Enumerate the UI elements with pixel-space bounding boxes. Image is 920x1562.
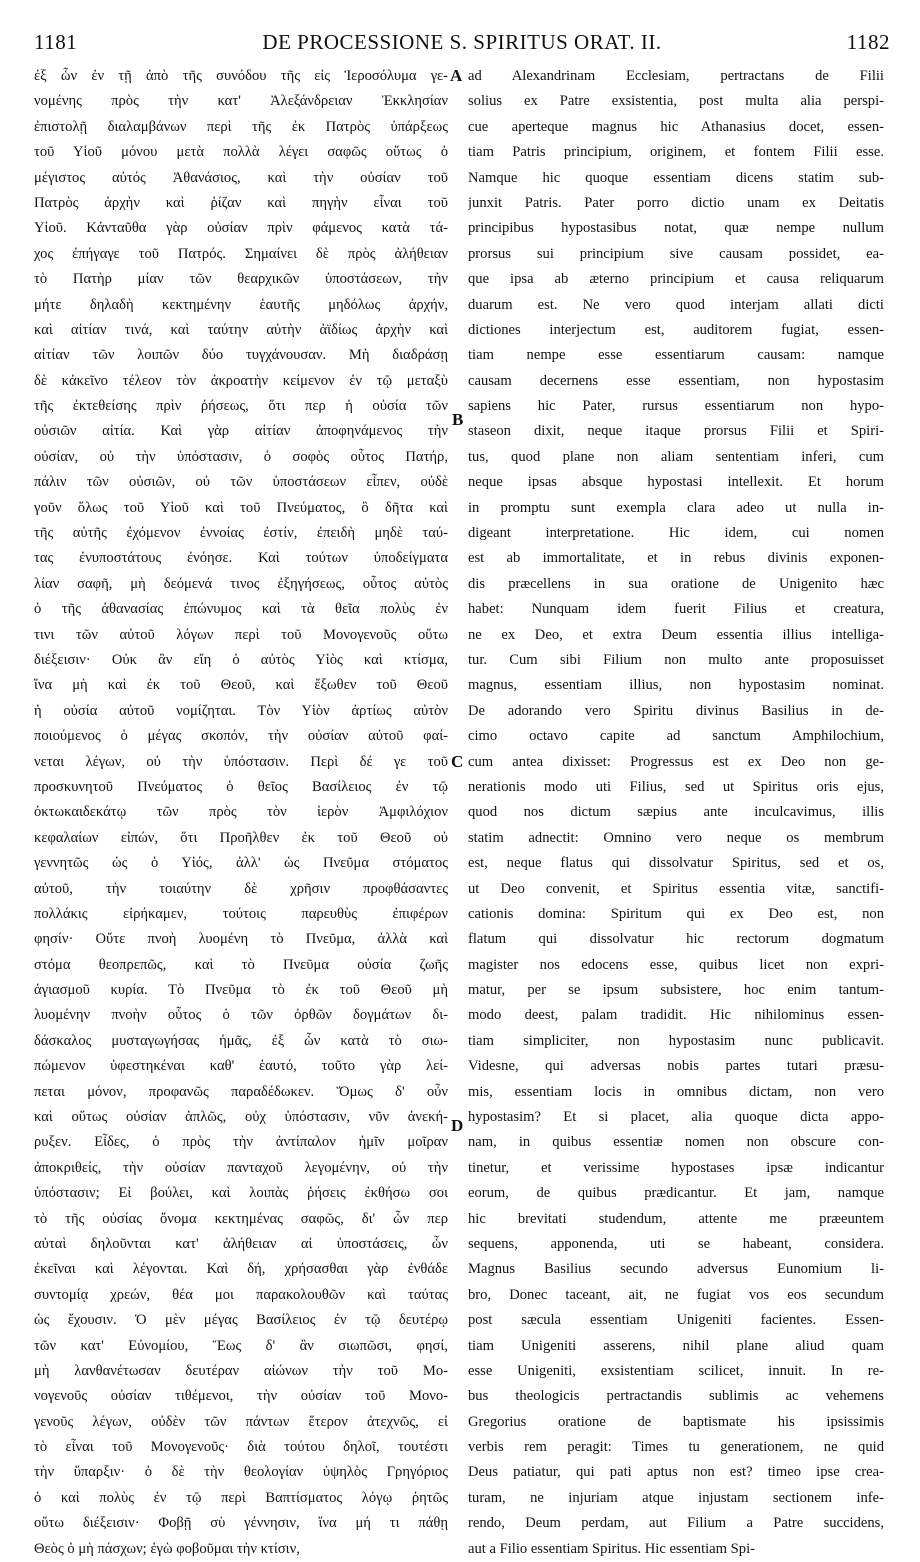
latin-text-line: tiam simpliciter, non hypostasim nunc publicavit. xyxy=(468,1032,884,1049)
greek-text-line: αὐταὶ δηλοῦνται κατ' ἀλήθειαν αἱ ὑποστάσεις, ὧν xyxy=(34,1235,448,1252)
greek-text-line: συντομίᾳ χρεών, θέα μοι παρακολουθῶν καὶ ταύτας xyxy=(34,1286,448,1303)
greek-text-line: ἁγιασμοῦ κυρία. Τὸ Πνεῦμα τὸ ἐκ τοῦ Θεοῦ μὴ xyxy=(34,982,448,999)
latin-text-line: modo deest, palam tradidit. Hic nihilominus essen- xyxy=(468,1007,884,1024)
greek-text-line: καὶ αἰτίαν τινά, καὶ ταύτην αὐτὴν ἀϊδίως ἀρχὴν καὶ xyxy=(34,321,448,338)
latin-text-line: Deus patiatur, qui pati aptus non est? timeo ipse crea- xyxy=(468,1464,884,1481)
greek-text-line: ρυξεν. Εἶδες, ὁ πρὸς τὴν ἀντίπαλον ἡμῖν μοῖραν xyxy=(34,1134,448,1151)
greek-text-line: λυομένην πνοὴν οὗτος ὁ τῶν ὀρθῶν δογμάτων δι- xyxy=(34,1007,448,1024)
latin-text-line: hypostasim? Et si placet, alia quoque dicta appo- xyxy=(468,1109,884,1126)
greek-text-line: ἐκεῖναι καὶ λέγονται. Καὶ δή, χρήσασθαι γὰρ ἐνθάδε xyxy=(34,1261,448,1278)
greek-text-line: τῆς ἐκτεθείσης πρὶν ῥήσεως, ὅτι περ ἡ οὐσία τῶν xyxy=(34,398,448,415)
greek-text-line: δάσκαλος μυσταγωγήσας ἡμᾶς, ἐξ ὧν κατὰ τὸ σιω- xyxy=(34,1032,448,1049)
latin-text-line: esse Unigeniti, exsistentiam scilicet, innuit. In re- xyxy=(468,1362,884,1379)
latin-text-line: tiam Patris principium, originem, et fontem Filii esse. xyxy=(468,144,884,161)
latin-text-line: principibus hypostasibus notat, quæ nempe nullum xyxy=(468,220,884,237)
greek-text-line: ὁ καὶ πολὺς ἐν τῷ περὶ Βαπτίσματος λόγῳ ῥητῶς xyxy=(34,1489,448,1506)
latin-column xyxy=(468,64,884,1562)
greek-text-line: ὁ τῆς ἀθανασίας ἐπώνυμος καὶ τὰ θεῖα πολὺς ἐν xyxy=(34,601,448,618)
latin-text-line: Namque hic quoque essentiam dicens statim sub- xyxy=(468,169,884,186)
greek-text-line: ἵνα μὴ καὶ ἐκ τοῦ Θεοῦ, καὶ ἔξωθεν τοῦ Θεοῦ xyxy=(34,677,448,694)
greek-text-line: γενοῦς λέγων, οὐδὲν τῶν πάντων ἕτερον ἀτεχνῶς, εἰ xyxy=(34,1413,448,1430)
greek-text-line: ἐπιστολῇ διαλαμβάνων περὶ τῆς ἐκ Πατρὸς ὑπάρξεως xyxy=(34,118,448,135)
section-marker-a: A xyxy=(450,66,463,85)
latin-text-line: magnus, essentiam illius, non hypostasim nominat. xyxy=(468,677,884,694)
latin-text-line: nam, in quibus essentiæ nomen non obscure con- xyxy=(468,1134,884,1151)
greek-text-line: τας ἐνυποστάτους ἐνόησε. Καὶ τούτων ὑποδείγματα xyxy=(34,550,448,567)
latin-text-line: solius ex Patre exsistentia, post multa alia perspi- xyxy=(468,93,884,110)
greek-text-line: πεται μόνον, προφανῶς παραδέδωκεν. Ὅμως δ' οὖν xyxy=(34,1083,448,1100)
latin-text-line: tus, quod plane non aliam sententiam inferi, cum xyxy=(468,448,884,465)
latin-text-line: tinetur, et verissime hypostases ipsæ indicantur xyxy=(468,1159,884,1176)
running-header xyxy=(34,30,890,60)
greek-text-line: οὐσίαν, οὐ τὴν ὑπόστασιν, ὁ σοφὸς οὗτος Πατήρ, xyxy=(34,448,448,465)
latin-text-line: habet: Nunquam idem fuerit Filius et creatura, xyxy=(468,601,884,618)
latin-text-line: tiam nempe esse essentiarum causam: namque xyxy=(468,347,884,364)
greek-text-line: οὐσιῶν αἰτία. Καὶ γὰρ αἰτίαν ἀποφηνάμενος τὴν xyxy=(34,423,448,440)
greek-text-line: τῶν κατ' Εὐνομίου, Ἕως δ' ἂν σιωπῶσι, φησί, xyxy=(34,1337,448,1354)
latin-text-line: matur, per se ipsum subsistere, hoc enim tantum- xyxy=(468,982,884,999)
latin-text-line: tiam Unigeniti asserens, nihil plane aliud quam xyxy=(468,1337,884,1354)
running-title: DE PROCESSIONE S. SPIRITUS ORAT. II. xyxy=(262,30,662,54)
greek-text-line: Υἱοῦ. Κἀνταῦθα γὰρ οὐσίαν πρὶν φάμενος κατὰ τά- xyxy=(34,220,448,237)
latin-text-line: rendo, Deum perdam, aut Filium a Patre succidens, xyxy=(468,1515,884,1532)
latin-text-line: cationis domina: Spiritum qui ex Deo est, non xyxy=(468,905,884,922)
latin-text-line: nerationis modo uti Filius, sed ut Spiritus oris ejus, xyxy=(468,778,884,795)
latin-text-line: verbis rem peragit: Times tu generationem, ne quid xyxy=(468,1439,884,1456)
latin-text-line: flatum qui dissolvatur hic rectorum dogmatum xyxy=(468,931,884,948)
greek-text-line: διέξεισιν· Οὐκ ἂν εἴη ὁ αὐτὸς Υἱὸς καὶ κτίσμα, xyxy=(34,651,448,668)
greek-text-line: τὸ εἶναι τοῦ Μονογενοῦς· διὰ τούτου δηλοῖ, τουτέστι xyxy=(34,1439,448,1456)
latin-text-line: aut a Filio essentiam Spiritus. Hic essentiam Spi- xyxy=(468,1540,755,1557)
greek-text-line: πολλάκις εἰρήκαμεν, τούτοις παρευθὺς ἐπιφέρων xyxy=(34,905,448,922)
latin-text-line: ut Deo convenit, et Spiritus essentia vitæ, sanctifi- xyxy=(468,880,884,897)
latin-text-line: neque ipsas absque hypostasi intellexit. Et horum xyxy=(468,474,884,491)
latin-text-line: Gregorius oratione de baptismate his ipsissimis xyxy=(468,1413,884,1430)
greek-text-line: ἀποκριθείς, τὴν οὐσίαν πανταχοῦ λεγομένην, οὐ τὴν xyxy=(34,1159,448,1176)
latin-text-line: causam decernens esse essentiam, non hypostasim xyxy=(468,372,884,389)
latin-text-line: Videsne, qui adversas nobis partes tutari præsu- xyxy=(468,1058,884,1075)
latin-text-line: duarum est. Ne vero quod interjam allati dicti xyxy=(468,296,884,313)
greek-text-line: κεφαλαίων εἰπών, ὅτι Προῆλθεν ἐκ τοῦ Θεοῦ οὐ xyxy=(34,829,448,846)
greek-text-line: τὴν ὕπαρξιν· ὁ δὲ τὴν θεολογίαν ὑψηλὸς Γρηγόριος xyxy=(34,1464,448,1481)
latin-text-line: bus theologicis pertractandis sublimis ac vehemens xyxy=(468,1388,884,1405)
latin-text-line: hic brevitati studendum, attente me præeuntem xyxy=(468,1210,884,1227)
greek-text-line: μήτε δηλαδὴ κεκτημένην ἑαυτῆς μηδόλως ἀρχήν, xyxy=(34,296,448,313)
section-marker-c: C xyxy=(451,752,464,771)
latin-text-line: Magnus Basilius secundo adversus Eunomium li- xyxy=(468,1261,884,1278)
greek-text-line: ἡ οὐσία αὐτοῦ νομίζηται. Τὸν Υἱὸν ἀρτίως αὐτὸν xyxy=(34,702,448,719)
greek-text-line: Θεὸς ὁ μὴ πάσχων; ἐγὼ φοβοῦμαι τὴν κτίσιν, xyxy=(34,1540,300,1557)
latin-text-line: cimo octavo capite ad sanctum Amphilochium, xyxy=(468,728,884,745)
latin-text-line: cue aperteque magnus hic Athanasius docet, essen- xyxy=(468,118,884,135)
greek-text-line: φησίν· Οὔτε πνοὴ λυομένη τὸ Πνεῦμα, ἀλλὰ καὶ xyxy=(34,931,448,948)
greek-text-line: ἐξ ὧν ἐν τῇ ἀπὸ τῆς συνόδου τῆς εἰς Ἱεροσόλυμα γε- xyxy=(34,68,448,84)
greek-text-line: τὸ Πατὴρ μίαν τῶν θεαρχικῶν ὑποστάσεων, τὴν xyxy=(34,271,448,288)
greek-text-line: λίαν σαφῆ, μὴ δεόμενά τινος ἐξηγήσεως, οὗτος αὐτὸς xyxy=(34,575,448,592)
greek-text-line: μὴ λανθανέτωσαν δευτέραν αἰώνων τὴν τοῦ Μο- xyxy=(34,1362,448,1379)
latin-text-line: prorsus sui principium sive causam possidet, ea- xyxy=(468,245,884,262)
greek-text-line: ὡς ἔχουσιν. Ὁ μὲν μέγας Βασίλειος ἐν τῷ δευτέρῳ xyxy=(34,1312,448,1329)
greek-text-line: ποιούμενος ὁ μέγας σκοπόν, τὴν οὐσίαν αὐτοῦ φαί- xyxy=(34,728,448,745)
greek-text-line: τὸ τῆς οὐσίας ὄνομα κεκτημένας σαφῶς, δι' ὧν περ xyxy=(34,1210,448,1227)
section-marker-d: D xyxy=(451,1116,464,1135)
latin-text-line: ad Alexandrinam Ecclesiam, pertractans de Filii xyxy=(468,68,884,84)
latin-text-line: De adorando vero Spiritu divinus Basilius in de- xyxy=(468,702,884,719)
page-number-right: 1182 xyxy=(846,30,890,54)
latin-text-line: est, neque flatus qui dissolvatur Spiritus, sed et os, xyxy=(468,855,884,872)
section-marker-b: B xyxy=(452,410,464,429)
greek-text-line: αἰτίαν τῶν λοιπῶν δύο τυγχάνουσαν. Μὴ διαδράσῃ xyxy=(34,347,448,364)
greek-text-line: τοῦ Υἱοῦ μόνου μετὰ πολλὰ λέγει σαφῶς οὕτως ὁ xyxy=(34,144,448,161)
latin-text-line: est ab immortalitate, et in rebus divinis exponen- xyxy=(468,550,884,567)
latin-text-line: bro, Donec taceant, ait, ne fugiat vos eos secundum xyxy=(468,1286,884,1303)
latin-text-line: statim adnectit: Omnino vero neque os membrum xyxy=(468,829,884,846)
greek-text-line: γοῦν ὅλως τοῦ Υἱοῦ καὶ τοῦ Πνεύματος, ὃ δῆτα καὶ xyxy=(34,499,448,516)
latin-text-line: sequens, apponenda, uti se habeant, considera. xyxy=(468,1235,884,1252)
greek-text-line: τῆς αὐτῆς ἐχόμενον ἐννοίας ἐστίν, ἐπειδὴ μηδὲ ταύ- xyxy=(34,525,448,542)
latin-text-line: turam, ne injuriam atque injustam sectionem infe- xyxy=(468,1489,884,1506)
latin-text-line: cum antea dixisset: Progressus est ex Deo non ge- xyxy=(468,753,884,770)
greek-text-line: Πατρὸς ἀρχὴν καὶ ῥίζαν καὶ πηγὴν εἶναι τοῦ xyxy=(34,194,448,211)
greek-text-line: καὶ οὕτως οὐσίαν ἁπλῶς, οὐχ ὑπόστασιν, νῦν ἀνεκή- xyxy=(34,1109,448,1126)
latin-text-line: post sæcula essentiam Unigeniti facientes. Essen- xyxy=(468,1312,884,1329)
greek-text-line: μέγιστος αὐτός Ἀθανάσιος, καὶ τὴν οὐσίαν τοῦ xyxy=(34,169,448,186)
greek-text-line: οὕτω διέξεισιν· Φοβῇ σὺ γέννησιν, ἵνα μή τι πάθῃ xyxy=(34,1515,448,1532)
latin-text-line: eorum, de quibus prædicantur. Et jam, namque xyxy=(468,1185,884,1202)
greek-text-line: γεννητῶς ὡς ὁ Υἱός, ἀλλ' ὡς Πνεῦμα στόματος xyxy=(34,855,448,872)
latin-text-line: que ipsa ab æterno principium et causa reliquarum xyxy=(468,271,884,288)
latin-text-line: dictiones interjectum est, auditorem fugiat, essen- xyxy=(468,321,884,338)
latin-text-line: tur. Cum sibi Filium non multo ante proposuisset xyxy=(468,651,884,668)
greek-text-line: δὲ κἀκεῖνο τέλεον τὸν ἀκροατὴν κείμενον ἐν τῷ μεταξὺ xyxy=(34,372,448,389)
page-number-left: 1181 xyxy=(34,30,78,54)
latin-text-line: quod nos dictum sæpius ante inculcavimus, illis xyxy=(468,804,884,821)
greek-text-line: αὐτοῦ, τὴν τοιαύτην δὲ χρῆσιν προφθάσαντες xyxy=(34,880,448,897)
greek-text-line: νογενοῦς οὐσίαν τιθέμενοι, τὴν οὐσίαν τοῦ Μονο- xyxy=(34,1388,448,1405)
greek-text-line: ὀκτωκαιδεκάτῳ τῶν πρὸς τὸν ἱερὸν Ἀμφιλόχιον xyxy=(34,804,448,821)
latin-text-line: mis, essentiam locis in omnibus dictam, non vero xyxy=(468,1083,884,1100)
latin-text-line: junxit Patris. Pater porro dictio unam ex Deitatis xyxy=(468,194,884,211)
greek-text-line: στόμα θεοπρεπῶς, καὶ τὸ Πνεῦμα οὐσία ζωῆς xyxy=(34,956,448,973)
greek-text-line: νεται λέγων, οὐ τὴν ὑπόστασιν. Περὶ δέ γε τοῦ xyxy=(34,753,448,770)
latin-text-line: staseon dixit, neque itaque prorsus Filii et Spiri- xyxy=(468,423,884,440)
greek-text-line: πώμενον ὑφεστηκέναι καθ' ἑαυτό, τοῦτο γὰρ λεί- xyxy=(34,1058,448,1075)
greek-text-line: ὑπόστασιν; Εἰ βούλει, καὶ λοιπὰς ῥήσεις ἐκθήσω σοι xyxy=(34,1185,448,1202)
latin-text-line: in promptu sunt exempla clara adeo ut nulla in- xyxy=(468,499,884,516)
greek-text-line: χος ἐπήγαγε τοῦ Πατρός. Σημαίνει δὲ πρὸς ἀλήθειαν xyxy=(34,245,448,262)
latin-text-line: ne ex Deo, et extra Deum essentia illius intelliga- xyxy=(468,626,884,643)
latin-text-line: sapiens hic Pater, rursus essentiarum non hypo- xyxy=(468,398,884,415)
greek-text-line: πάλιν τῶν οὐσιῶν, οὐ τῶν ὑποστάσεων εἶπεν, οὐδὲ xyxy=(34,474,448,491)
latin-text-line: magister nos edocens esse, quibus licet non expri- xyxy=(468,956,884,973)
greek-column xyxy=(34,64,448,1562)
latin-text-line: dis præcellens in sua oratione de Unigenito hæc xyxy=(468,575,884,592)
latin-text-line: digeant interpretatione. Hic idem, cui nomen xyxy=(468,525,884,542)
greek-text-line: προσκυνητοῦ Πνεύματος ὁ θεῖος Βασίλειος ἐν τῷ xyxy=(34,778,448,795)
greek-text-line: τινι τῶν αὐτοῦ λόγων περὶ τοῦ Μονογενοῦς οὕτω xyxy=(34,626,448,643)
greek-text-line: νομένης πρὸς τὴν κατ' Ἀλεξάνδρειαν Ἐκκλησίαν xyxy=(34,93,448,110)
